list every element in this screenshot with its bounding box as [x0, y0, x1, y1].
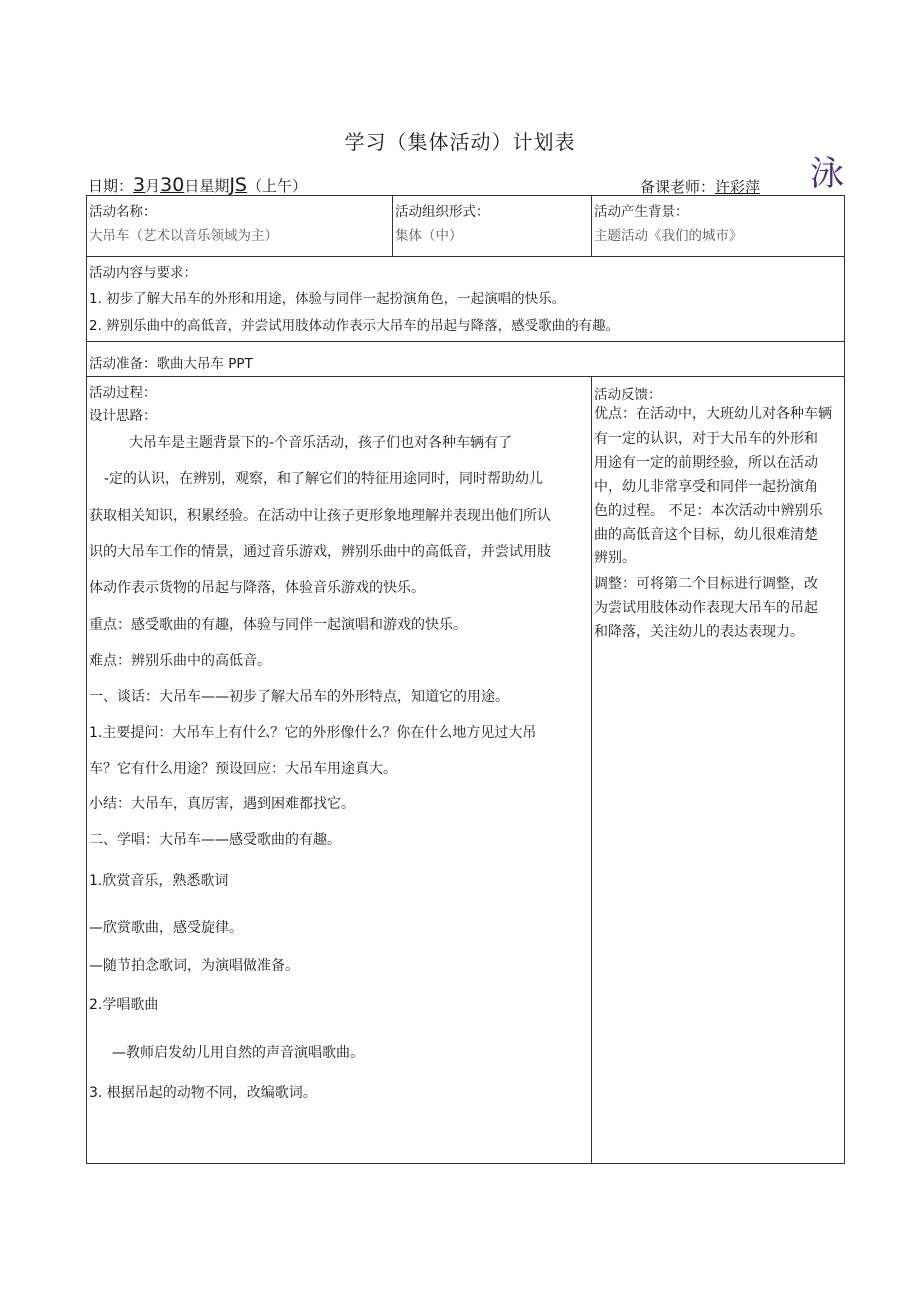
section-heading: 二、学唱：大吊车——感受歌曲的有趣。 — [89, 832, 341, 848]
activity-background-value: 主题活动《我们的城市》 — [594, 228, 743, 244]
date-month: 3 — [133, 174, 146, 196]
page-title: 学习（集体活动）计划表 — [344, 130, 576, 154]
process-line: 1.主要提问：大吊车上有什么？它的外形像什么？你在什么地方见过大吊 — [89, 725, 537, 741]
process-line: 识的大吊车工作的情景，通过音乐游戏，辨别乐曲中的高低音，并尝试用肢 — [89, 544, 551, 560]
feedback-line: 优点：在活动中，大班幼儿对各种车辆 — [594, 406, 832, 422]
activity-name-label: 活动名称： — [89, 204, 157, 220]
row-divider — [86, 256, 845, 257]
content-label: 活动内容与要求： — [89, 265, 197, 281]
row-divider — [86, 376, 845, 377]
process-line: 1.欣赏音乐，熟悉歌词 — [89, 873, 229, 889]
process-label: 活动过程： — [89, 385, 157, 401]
feedback-line: 用途有一定的前期经验，所以在活动 — [594, 455, 818, 471]
process-line: 车？它有什么用途？预设回应：大吊车用途真大。 — [89, 761, 397, 777]
date-day: 30 — [160, 174, 185, 196]
design-label: 设计思路： — [89, 408, 157, 424]
process-line: 大吊车是主题背景下的-个音乐活动，孩子们也对各种车辆有了 — [129, 435, 513, 451]
summary-line: 小结：大吊车，真厉害，遇到困难都找它。 — [89, 796, 355, 812]
feedback-line: 中，幼儿非常享受和同伴一起扮演角 — [594, 479, 818, 495]
col-divider — [392, 195, 393, 256]
activity-form-label: 活动组织形式： — [395, 204, 490, 220]
teacher-line — [640, 176, 760, 197]
key-point: 重点：感受歌曲的有趣，体验与同伴一起演唱和游戏的快乐。 — [89, 617, 467, 633]
process-line: 2.学唱歌曲 — [89, 997, 159, 1013]
feedback-line: 有一定的认识，对于大吊车的外形和 — [594, 431, 818, 447]
activity-name-value: 大吊车（艺术以音乐领域为主） — [89, 228, 278, 244]
date-line — [88, 174, 307, 196]
process-line: —随节拍念歌词，为演唱做准备。 — [89, 958, 299, 974]
date-day-unit: 日星期 — [184, 177, 230, 195]
seal-stamp: 泳 — [810, 154, 844, 194]
date-period: （上午） — [247, 177, 308, 195]
teacher-label: 备课老师： — [640, 178, 716, 196]
activity-background-label: 活动产生背景： — [594, 204, 689, 220]
process-line: —教师启发幼儿用自然的声音演唱歌曲。 — [112, 1045, 364, 1061]
section-heading: 一、谈话：大吊车——初步了解大吊车的外形特点，知道它的用途。 — [89, 689, 509, 705]
process-line: 体动作表示货物的吊起与降落，体验音乐游戏的快乐。 — [89, 580, 425, 596]
difficulty: 难点：辨别乐曲中的高低音。 — [89, 653, 271, 669]
process-line: 3. 根据吊起的动物不同，改编歌词。 — [89, 1085, 317, 1101]
col-divider — [591, 376, 592, 1164]
col-divider — [591, 195, 592, 256]
feedback-line: 调整：可将第二个目标进行调整，改 — [594, 576, 818, 592]
row-divider — [86, 341, 845, 342]
date-prefix: 日期： — [88, 177, 134, 195]
feedback-line: 曲的高低音这个目标，幼儿很难清楚 — [594, 527, 818, 543]
content-item: 1. 初步了解大吊车的外形和用途，体验与同伴一起扮演角色，一起演唱的快乐。 — [89, 291, 566, 307]
feedback-line: 色的过程。 不足：本次活动中辨别乐 — [594, 503, 823, 519]
date-month-unit: 月 — [145, 177, 161, 195]
activity-form-value: 集体（中） — [395, 228, 463, 244]
process-line: —欣赏歌曲，感受旋律。 — [89, 920, 243, 936]
feedback-label: 活动反馈： — [594, 387, 662, 403]
process-line: 获取相关知识，积累经验。在活动中让孩子更形象地理解并表现出他们所认 — [89, 508, 551, 524]
preparation-text: 活动准备：歌曲大吊车 PPT — [89, 356, 253, 372]
feedback-line: 为尝试用肢体动作表现大吊车的吊起 — [594, 600, 818, 616]
content-item: 2. 辨别乐曲中的高低音，并尝试用肢体动作表示大吊车的吊起与降落，感受歌曲的有趣。 — [89, 318, 620, 334]
teacher-name: 许彩萍 — [715, 178, 761, 196]
feedback-line: 和降落，关注幼儿的表达表现力。 — [594, 624, 804, 640]
feedback-line: 辨别。 — [594, 550, 636, 566]
process-line: -定的认识，在辨别，观察，和了解它们的特征用途同时，同时帮助幼儿 — [104, 471, 544, 487]
date-weekday: JS — [229, 174, 247, 196]
